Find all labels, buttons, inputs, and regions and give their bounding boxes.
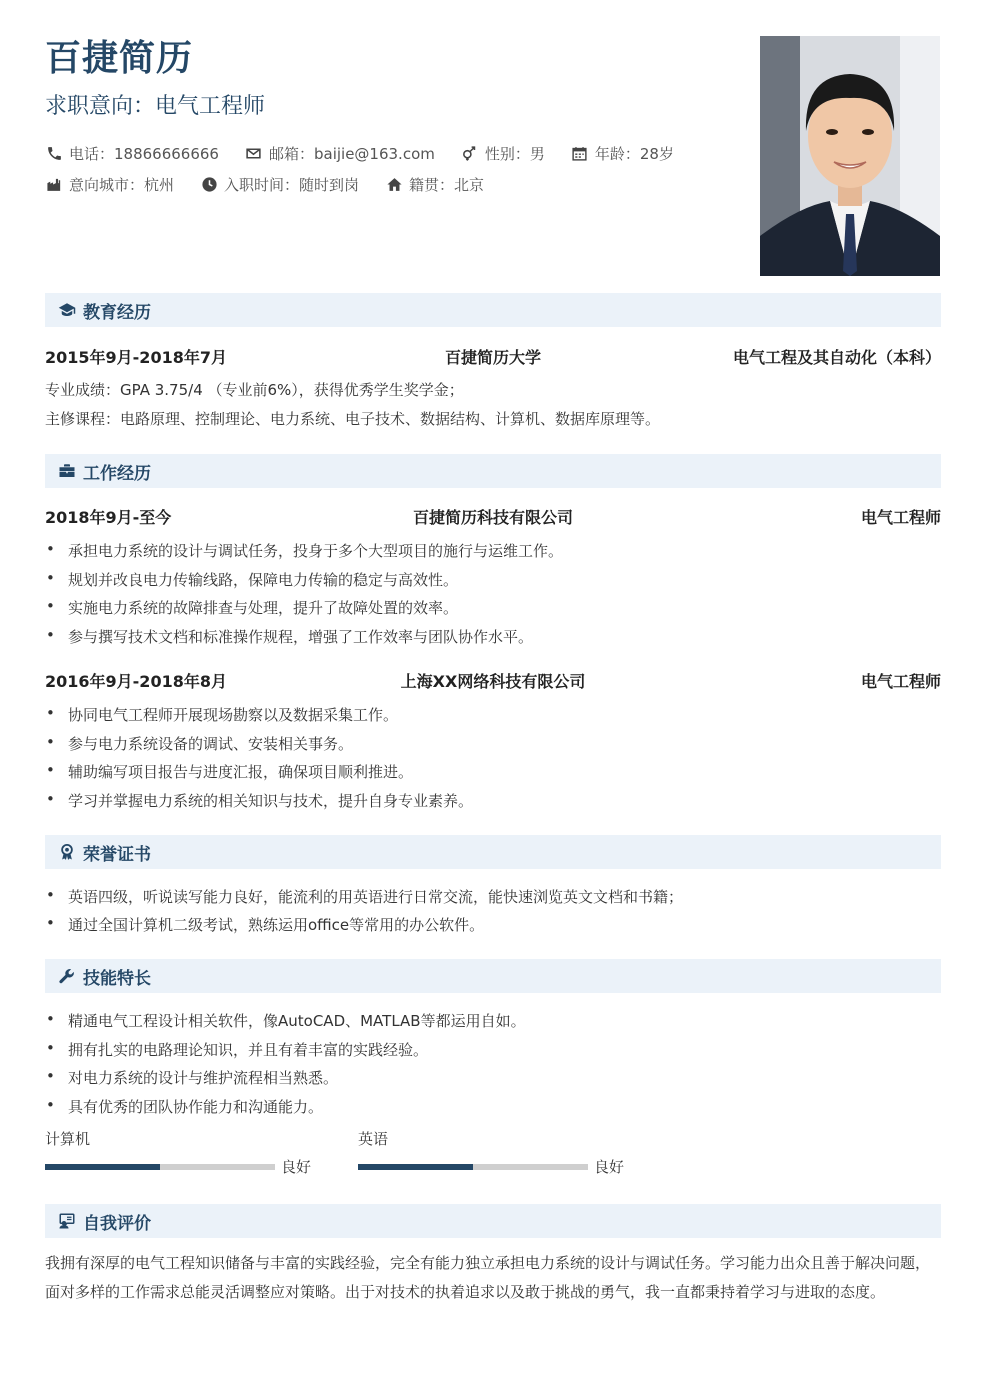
skill-bar-english xyxy=(358,1128,638,1178)
skill-bar-computer xyxy=(45,1128,325,1178)
section-title: 教育经历 xyxy=(83,302,151,323)
phone-info xyxy=(45,143,219,164)
list-item: • 具有优秀的团队协作能力和沟通能力。 xyxy=(45,1096,323,1117)
section-title: 荣誉证书 xyxy=(83,844,151,865)
city-info xyxy=(45,174,174,195)
list-item: • 对电力系统的设计与维护流程相当熟悉。 xyxy=(45,1067,338,1088)
profile-photo xyxy=(760,36,940,276)
education-entry-header xyxy=(45,345,941,367)
job-date: 2018年9月-至今 xyxy=(45,508,172,527)
start-time-text: 入职时间：随时到岗 xyxy=(224,175,360,194)
section-work xyxy=(45,454,941,488)
home-icon xyxy=(385,175,403,193)
section-skills xyxy=(45,959,941,993)
skill-track xyxy=(45,1164,275,1170)
contact-info-row xyxy=(45,142,700,164)
list-item: • 协同电气工程师开展现场勘察以及数据采集工作。 xyxy=(45,704,398,725)
list-item: • 辅助编写项目报告与进度汇报，确保项目顺利推进。 xyxy=(45,761,413,782)
education-date: 2015年9月-2018年7月 xyxy=(45,348,227,367)
skill-level: 良好 xyxy=(594,1158,625,1176)
city-text: 意向城市：杭州 xyxy=(69,175,175,194)
list-item: • 拥有扎实的电路理论知识，并且有着丰富的实践经验。 xyxy=(45,1039,428,1060)
list-item: • 承担电力系统的设计与调试任务，投身于多个大型项目的施行与运维工作。 xyxy=(45,540,563,561)
list-item: • 实施电力系统的故障排查与处理，提升了故障处置的效率。 xyxy=(45,597,458,618)
education-detail: 专业成绩：GPA 3.75/4 （专业前6%），获得优秀学生奖学金； xyxy=(45,381,464,399)
education-detail: 主修课程：电路原理、控制理论、电力系统、电子技术、数据结构、计算机、数据库原理等。 xyxy=(45,410,661,428)
education-school: 百捷简历大学 xyxy=(444,348,541,367)
skill-name: 英语 xyxy=(358,1130,389,1148)
city-icon xyxy=(45,175,63,193)
skill-fill xyxy=(45,1164,160,1170)
clock-icon xyxy=(200,175,218,193)
phone-icon xyxy=(45,144,63,162)
job-intent: 求职意向：电气工程师 xyxy=(45,94,266,119)
list-item: • 参与撰写技术文档和标准操作规程，增强了工作效率与团队协作水平。 xyxy=(45,626,533,647)
list-item: • 学习并掌握电力系统的相关知识与技术，提升自身专业素养。 xyxy=(45,790,473,811)
section-title: 工作经历 xyxy=(83,463,151,484)
section-honors xyxy=(45,835,941,869)
job-role: 电气工程师 xyxy=(860,672,941,691)
section-title: 技能特长 xyxy=(83,968,151,989)
job-entry-header xyxy=(45,505,941,527)
personal-info-row xyxy=(45,173,510,195)
hometown-text: 籍贯：北京 xyxy=(409,175,485,194)
list-item: • 参与电力系统设备的调试、安装相关事务。 xyxy=(45,733,353,754)
list-item: • 通过全国计算机二级考试，熟练运用office等常用的办公软件。 xyxy=(45,914,484,935)
job-company: 上海XX网络科技有限公司 xyxy=(400,672,586,691)
section-title: 自我评价 xyxy=(83,1213,151,1234)
wrench-icon xyxy=(57,966,77,986)
list-item: • 精通电气工程设计相关软件，像AutoCAD、MATLAB等都运用自如。 xyxy=(45,1010,526,1031)
email-info xyxy=(245,143,435,164)
candidate-name: 百捷简历 xyxy=(45,38,194,79)
resume-page xyxy=(45,0,941,1392)
section-self-eval xyxy=(45,1204,941,1238)
job-company: 百捷简历科技有限公司 xyxy=(412,508,573,527)
skill-name: 计算机 xyxy=(45,1130,91,1148)
mail-icon xyxy=(245,144,263,162)
gender-text: 性别：男 xyxy=(484,144,545,163)
email-text: 邮箱：baijie@163.com xyxy=(268,144,435,163)
chat-user-icon xyxy=(57,1211,77,1231)
skill-level: 良好 xyxy=(281,1158,312,1176)
job-date: 2016年9月-2018年8月 xyxy=(45,672,227,691)
age-text: 年龄：28岁 xyxy=(594,144,674,163)
list-item: • 英语四级，听说读写能力良好，能流利的用英语进行日常交流，能快速浏览英文文档和书籍； xyxy=(45,886,683,907)
briefcase-icon xyxy=(57,461,77,481)
education-major: 电气工程及其自动化（本科） xyxy=(732,348,941,367)
job-role: 电气工程师 xyxy=(860,508,941,527)
self-eval-text: 我拥有深厚的电气工程知识储备与丰富的实践经验，完全有能力独立承担电力系统的设计与调试任务。学习能力出众且善于解决问题，面对多样的工作需求总能灵活调整应对策略。出于对技术的执着追求以及敢于挑战的勇气，我一直都秉持着学习与进取的态度。 xyxy=(45,1254,931,1301)
skill-track xyxy=(358,1164,588,1170)
start-time-info xyxy=(200,174,359,195)
graduation-cap-icon xyxy=(57,300,77,320)
award-icon xyxy=(57,842,77,862)
list-item: • 规划并改良电力传输线路，保障电力传输的稳定与高效性。 xyxy=(45,569,458,590)
hometown-info xyxy=(385,174,484,195)
gender-info xyxy=(461,143,545,164)
job-entry-header xyxy=(45,669,941,691)
gender-icon xyxy=(461,144,479,162)
section-education xyxy=(45,293,941,327)
phone-text: 电话：18866666666 xyxy=(69,144,219,163)
age-info xyxy=(571,143,674,164)
skill-fill xyxy=(358,1164,473,1170)
calendar-icon xyxy=(571,144,589,162)
